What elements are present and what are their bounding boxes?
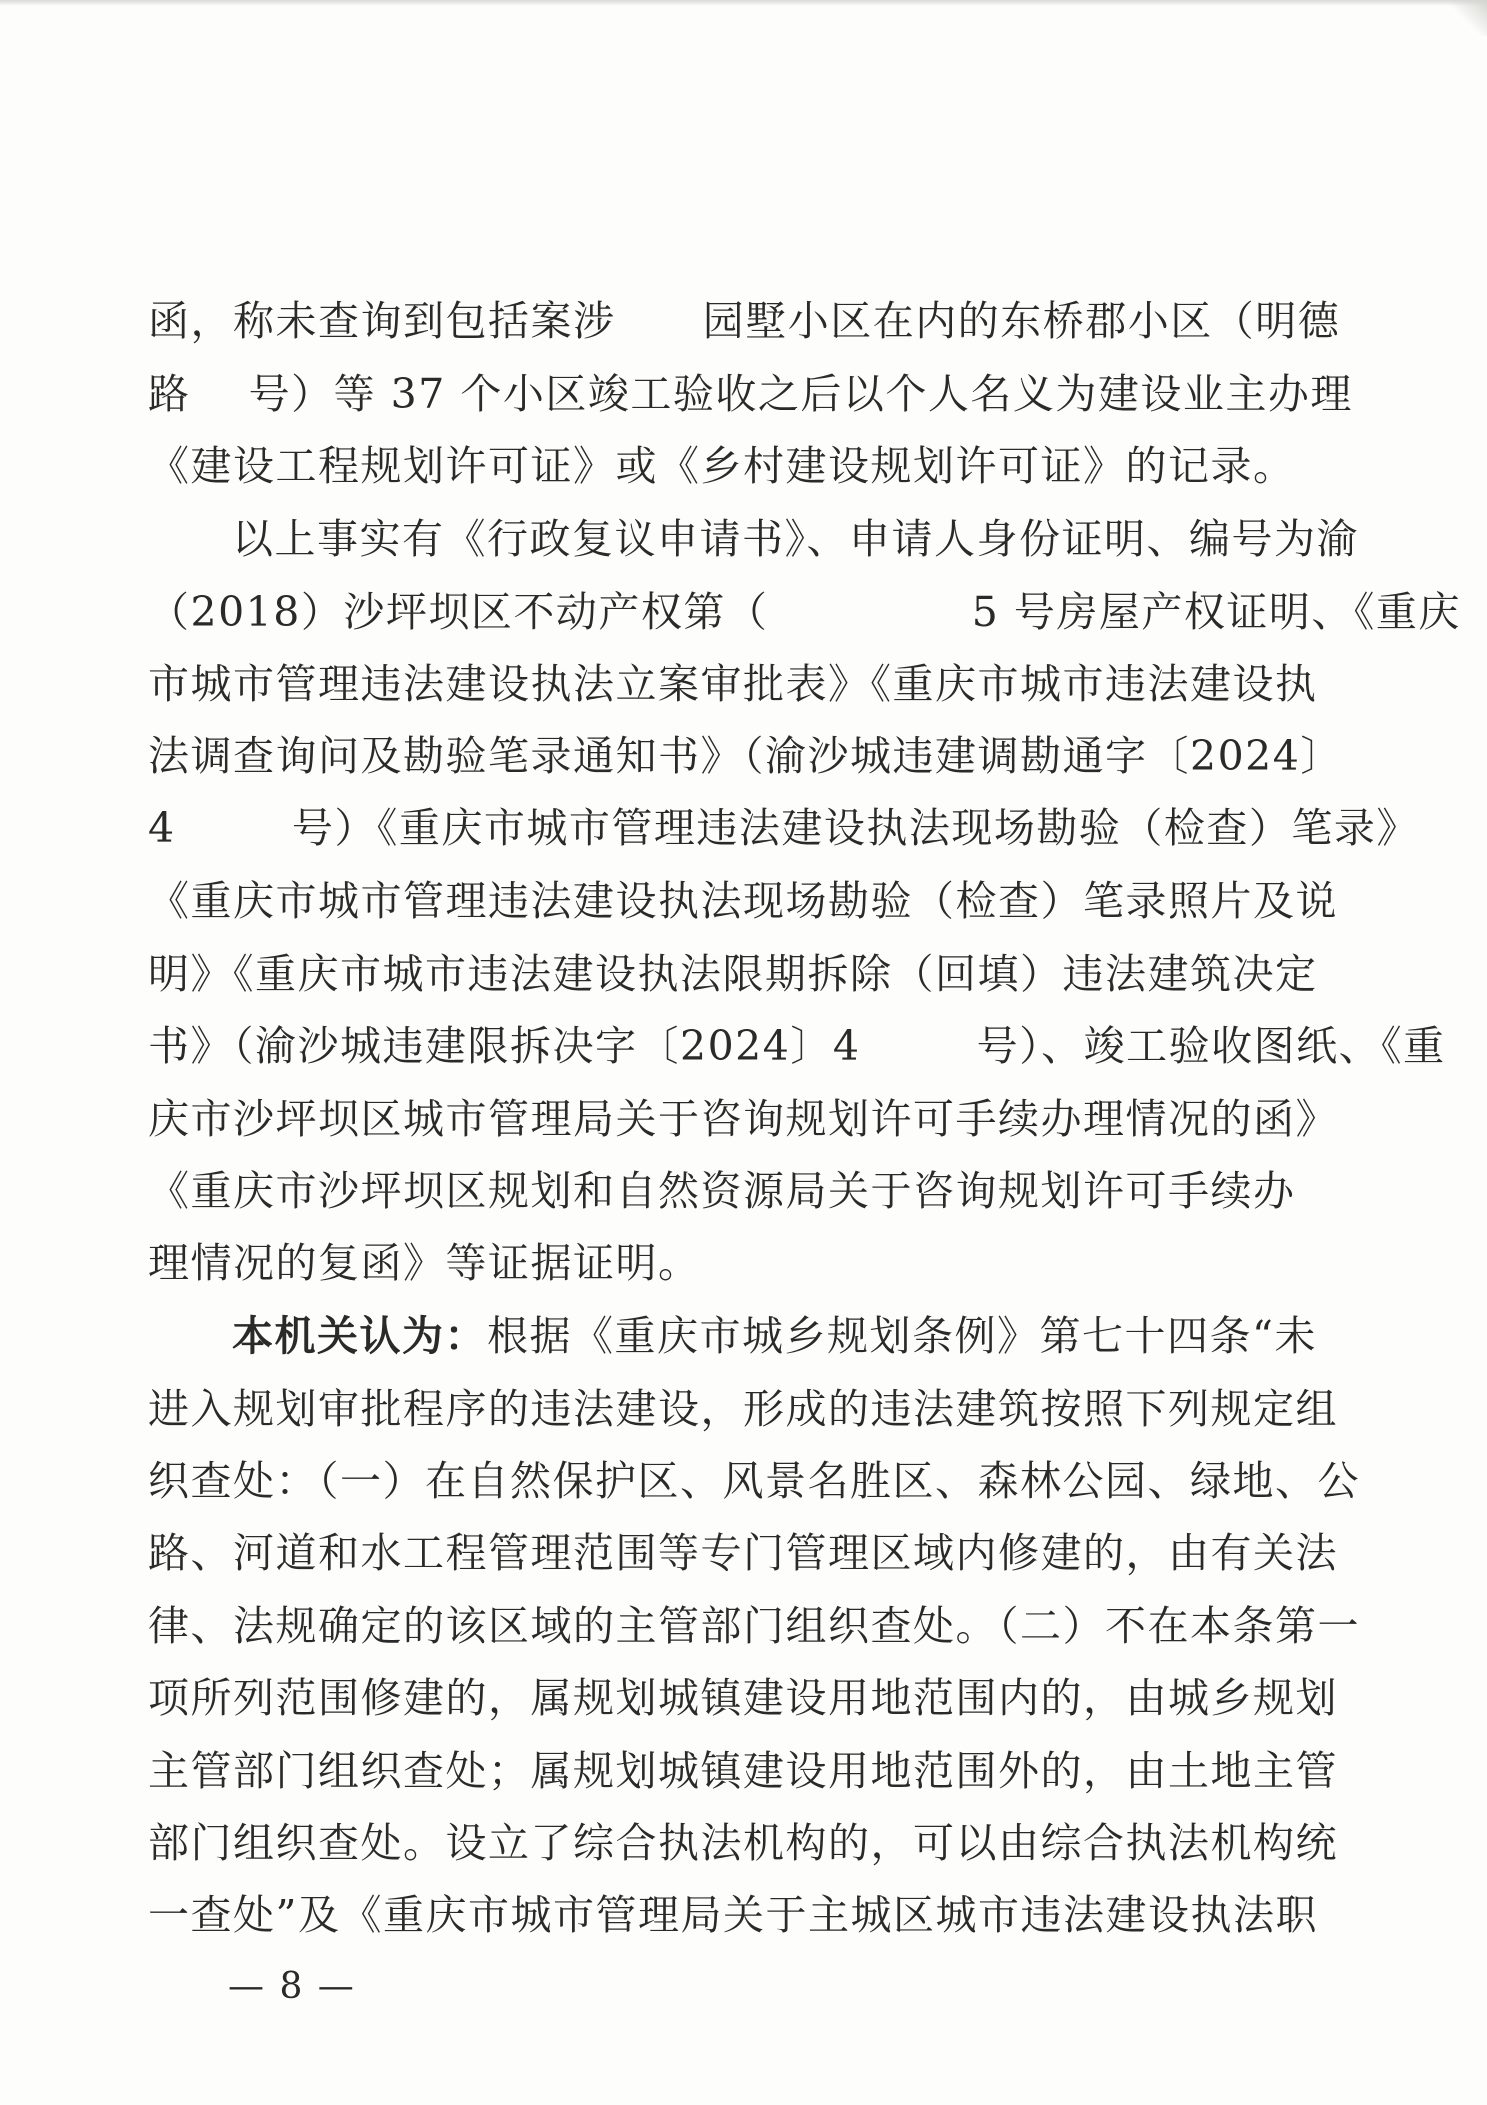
body-line: 路、河道和水工程管理范围等专门管理区域内修建的，由有关法: [148, 1529, 1338, 1577]
body-line: 主管部门组织查处；属规划城镇建设用地范围外的，由土地主管: [148, 1747, 1338, 1795]
body-line: 4 号）《重庆市城市管理违法建设执法现场勘验（检查）笔录》: [148, 804, 1419, 852]
bold-lead: 本机关认为：: [232, 1312, 487, 1360]
body-line: 项所列范围修建的，属规划城镇建设用地范围内的，由城乡规划: [148, 1674, 1338, 1722]
scan-corner: [1451, 0, 1487, 36]
body-line: 函，称未查询到包括案涉 园墅小区在内的东桥郡小区（明德: [148, 297, 1341, 345]
page-number: — 8 —: [228, 1966, 356, 2007]
body-line: 律、法规确定的该区域的主管部门组织查处。（二）不在本条第一: [148, 1602, 1360, 1650]
body-line: 《建设工程规划许可证》或《乡村建设规划许可证》的记录。: [148, 442, 1296, 490]
body-line: （2018）沙坪坝区不动产权第（ 5 号房屋产权证明、《重庆: [148, 588, 1461, 636]
body-line: 一查处”及《重庆市城市管理局关于主城区城市违法建设执法职: [148, 1891, 1318, 1939]
body-line: 《重庆市城市管理违法建设执法现场勘验（检查）笔录照片及说: [148, 877, 1338, 925]
lead-text: 根据《重庆市城乡规划条例》第七十四条“未: [487, 1312, 1317, 1360]
body-line: 庆市沙坪坝区城市管理局关于咨询规划许可手续办理情况的函》: [148, 1095, 1338, 1143]
body-line: 路 号）等 37 个小区竣工验收之后以个人名义为建设业主办理: [148, 370, 1353, 418]
body-line: 明》《重庆市城市违法建设执法限期拆除（回填）违法建筑决定: [148, 950, 1318, 998]
body-line: 部门组织查处。设立了综合执法机构的，可以由综合执法机构统: [148, 1819, 1338, 1867]
body-line: 书》（渝沙城违建限拆决字〔2024〕4 号）、竣工验收图纸、《重: [148, 1022, 1446, 1070]
body-line: 《重庆市沙坪坝区规划和自然资源局关于咨询规划许可手续办: [148, 1167, 1296, 1215]
body-line: 理情况的复函》等证据证明。: [148, 1239, 701, 1287]
paragraph-first-line: [232, 1311, 1317, 1361]
scan-edge: [0, 0, 1487, 6]
body-line: 市城市管理违法建设执法立案审批表》《重庆市城市违法建设执: [148, 660, 1318, 708]
paragraph-first-line: 以上事实有《行政复议申请书》、申请人身份证明、编号为渝: [232, 515, 1359, 563]
body-line: 法调查询问及勘验笔录通知书》（渝沙城违建调勘通字〔2024〕: [148, 732, 1343, 780]
body-line: 进入规划审批程序的违法建设，形成的违法建筑按照下列规定组: [148, 1385, 1338, 1433]
body-line: 织查处：（一）在自然保护区、风景名胜区、森林公园、绿地、公: [148, 1457, 1360, 1505]
